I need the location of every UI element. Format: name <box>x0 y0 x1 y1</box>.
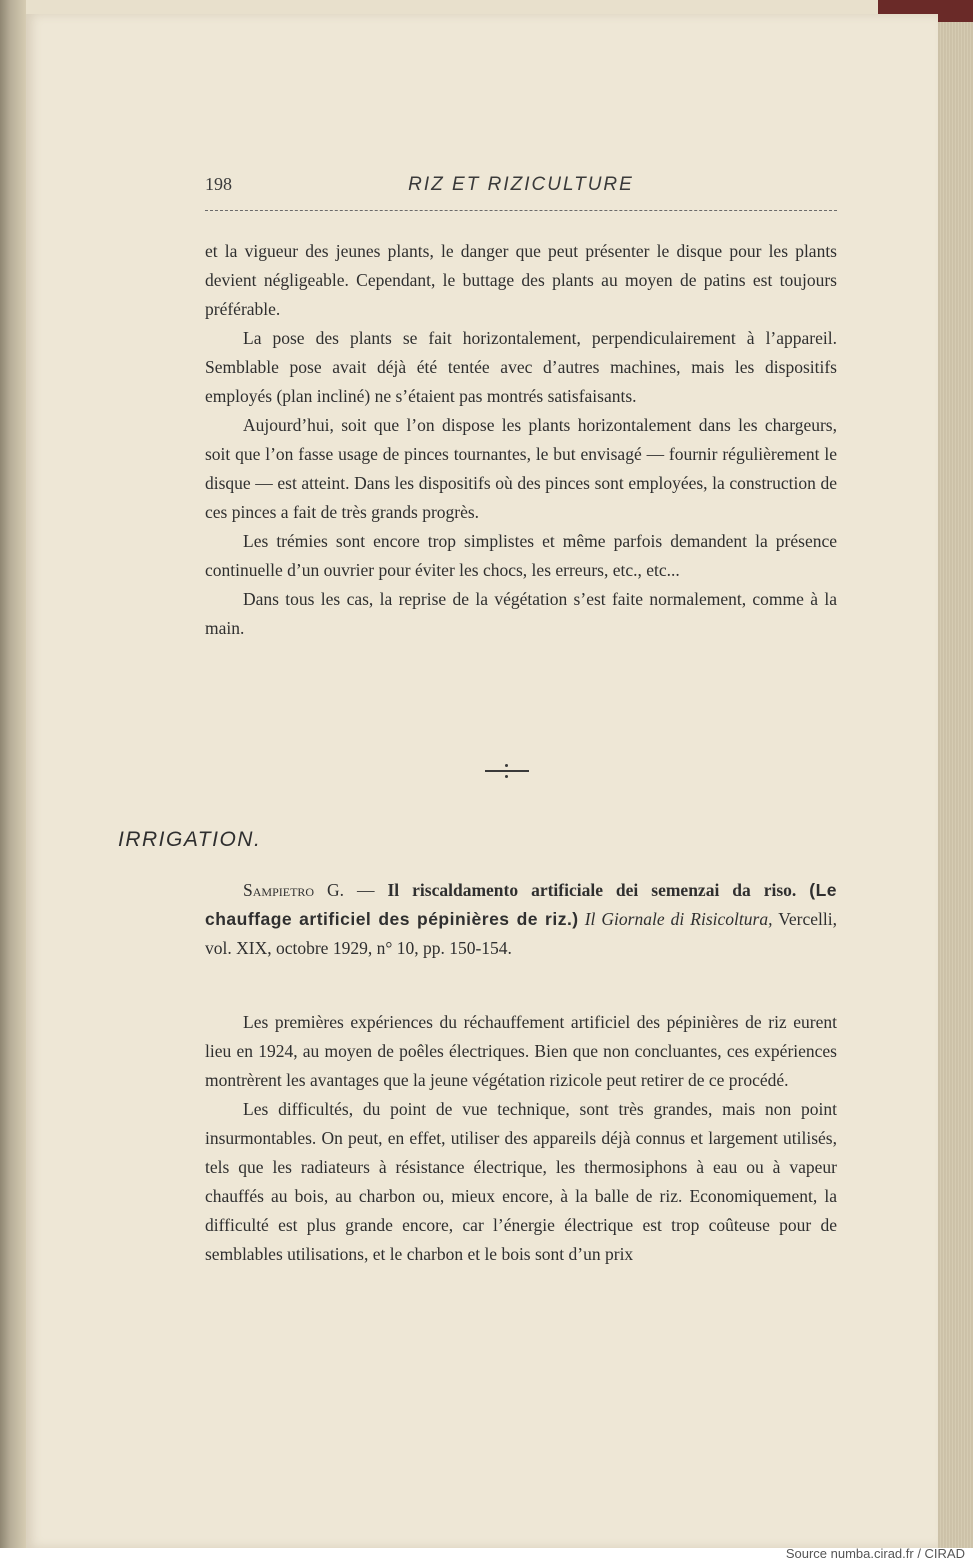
paragraph: Dans tous les cas, la reprise de la végétation s’est faite normalement, comme à la main. <box>205 589 837 638</box>
reference-title-french: (Le chauffage artificiel des pépinières de riz.) <box>205 880 838 929</box>
ornament-dot <box>505 764 508 767</box>
section-divider-ornament <box>485 764 529 778</box>
bottom-text-block <box>205 1008 837 1269</box>
paragraph: Les premières expériences du réchauffement artificiel des pépinières de riz eurent lieu en 1924, au moyen de poêles électriques. Bien que non concluantes, ces expériences montrèrent les avantages que la jeune végétation rizicole peut retirer de ce procédé. <box>205 1012 837 1090</box>
reference-entry <box>205 876 837 963</box>
bibliographic-reference <box>205 876 837 963</box>
paragraph: Les difficultés, du point de vue technique, sont très grandes, mais non point insurmontables. On peut, en effet, utiliser des appareils déjà connus et largement utilisés, tels que les radiateurs à résistance électrique, les thermosiphons à eau ou à vapeur chauffés au bois, au charbon ou, mieux encore, à la balle de riz. Economiquement, la difficulté est plus grande encore, car l’énergie électrique est trop coûteuse pour de semblables utilisations, et le charbon et le bois sont d’un prix <box>205 1099 837 1264</box>
book-binding-edge <box>0 0 26 1548</box>
ornament-bar <box>485 770 529 772</box>
running-title: RIZ ET RIZICULTURE <box>408 174 634 195</box>
ornament-dot <box>505 775 508 778</box>
paragraph: Les trémies sont encore trop simplistes et même parfois demandent la présence continuelle d’un ouvrier pour éviter les chocs, les erreurs, etc., etc... <box>205 531 837 580</box>
page-header <box>205 174 837 200</box>
reference-title-italian: Il riscaldamento artificiale dei semenzai da riso. <box>387 880 797 900</box>
section-heading: IRRIGATION. <box>118 828 262 851</box>
reference-author: Sampietro G. — <box>243 880 375 900</box>
source-credit: Source numba.cirad.fr / CIRAD <box>785 1546 965 1561</box>
paragraph: Aujourd’hui, soit que l’on dispose les plants horizontalement dans les chargeurs, soit que l’on fasse usage de pinces tournantes, le but envisagé — fournir régulièrement le disque — est atteint. Dans les dispositifs où des pinces sont employées, la construction de ces pinces a fait de très grands progrès. <box>205 415 837 522</box>
paragraph: et la vigueur des jeunes plants, le danger que peut présenter le disque pour les plants devient négligeable. Cependant, le buttage des plants au moyen de patins est toujours préférable. <box>205 241 837 319</box>
page-number: 198 <box>205 174 232 194</box>
reference-journal: Il Giornale di Risicoltura, <box>584 909 773 929</box>
reference-details: Vercelli, vol. XIX, octobre 1929, n° 10, pp. 150-154. <box>205 909 837 958</box>
header-rule <box>205 210 837 211</box>
paragraph: La pose des plants se fait horizontalement, perpendiculairement à l’appareil. Semblable pose avait déjà été tentée avec d’autres machines, mais les dispositifs employés (plan incliné) ne s’étaient pas montrés satisfaisants. <box>205 328 837 406</box>
top-text-block <box>205 237 837 643</box>
